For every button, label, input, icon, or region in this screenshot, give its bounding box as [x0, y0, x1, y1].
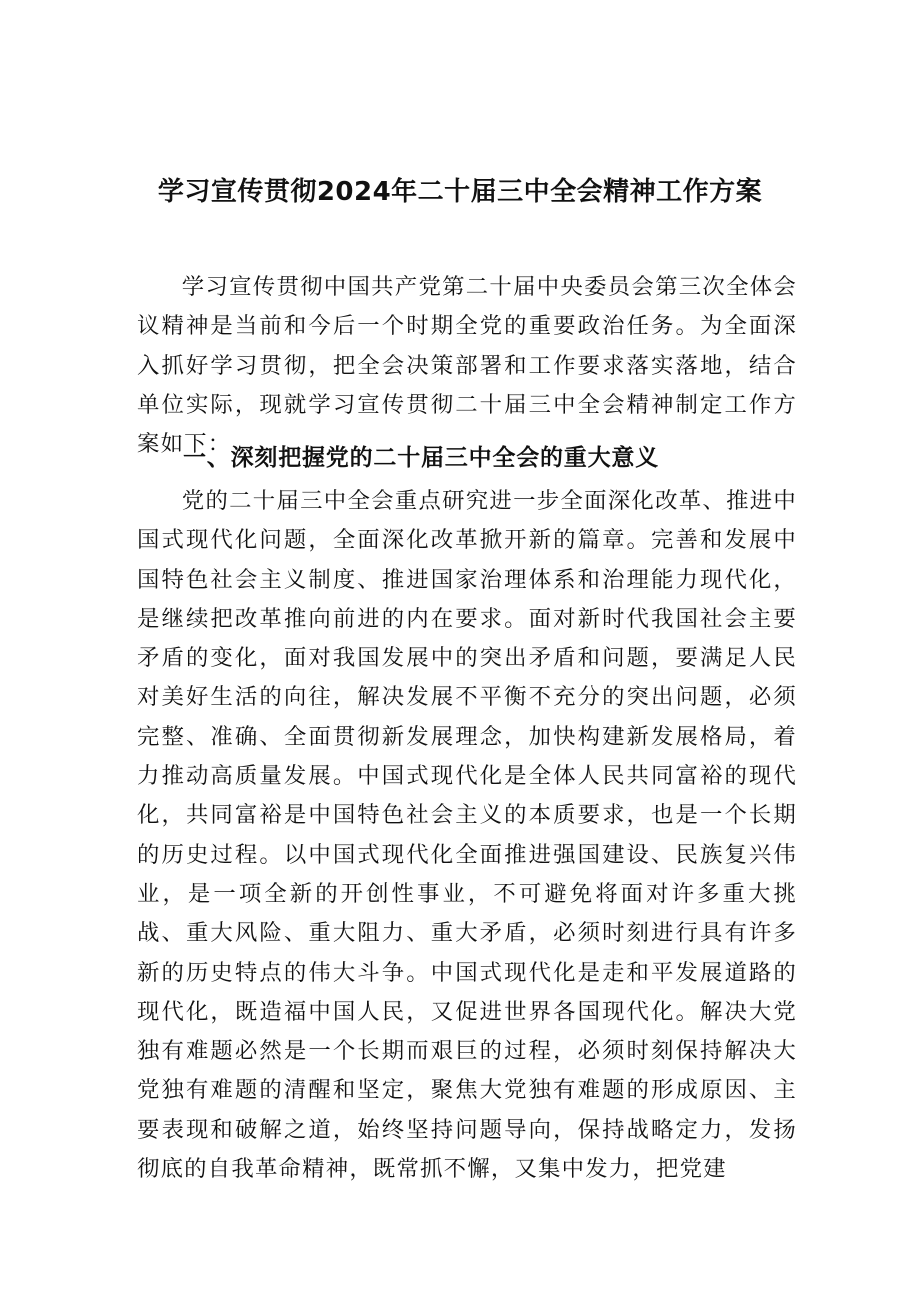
document-title: 学习宣传贯彻2024年二十届三中全会精神工作方案: [157, 177, 763, 207]
section-1-heading: 一、深刻把握党的二十届三中全会的重大意义: [183, 445, 659, 471]
intro-paragraph: 学习宣传贯彻中国共产党第二十届中央委员会第三次全体会议精神是当前和今后一个时期全党的重要政治任务。为全面深入抓好学习贯彻，把全会决策部署和工作要求落实落地，结合单位实际，现就学习宣传贯彻二十届三中全会精神制定工作方案如下：: [137, 274, 797, 458]
section-1-paragraph: 党的二十届三中全会重点研究进一步全面深化改革、推进中国式现代化问题，全面深化改革掀开新的篇章。完善和发展中国特色社会主义制度、推进国家治理体系和治理能力现代化，是继续把改革推向前进的内在要求。面对新时代我国社会主要矛盾的变化，面对我国发展中的突出矛盾和问题，要满足人民对美好生活的向往，解决发展不平衡不充分的突出问题，必须完整、准确、全面贯彻新发展理念，加快构建新发展格局，着力推动高质量发展。中国式现代化是全体人民共同富裕的现代化，共同富裕是中国特色社会主义的本质要求，也是一个长期的历史过程。以中国式现代化全面推进强国建设、民族复兴伟业，是一项全新的开创性事业，不可避免将面对许多重大挑战、重大风险、重大阻力、重大矛盾，必须时刻进行具有许多新的历史特点的伟大斗争。中国式现代化是走和平发展道路的现代化，既造福中国人民，又促进世界各国现代化。解决大党独有难题必然是一个长期而艰巨的过程，必须时刻保持解决大党独有难题的清醒和坚定，聚焦大党独有难题的形成原因、主要表现和破解之道，始终坚持问题导向，保持战略定力，发扬彻底的自我革命精神，既常抓不懈，又集中发力，把党建: [137, 488, 797, 1183]
